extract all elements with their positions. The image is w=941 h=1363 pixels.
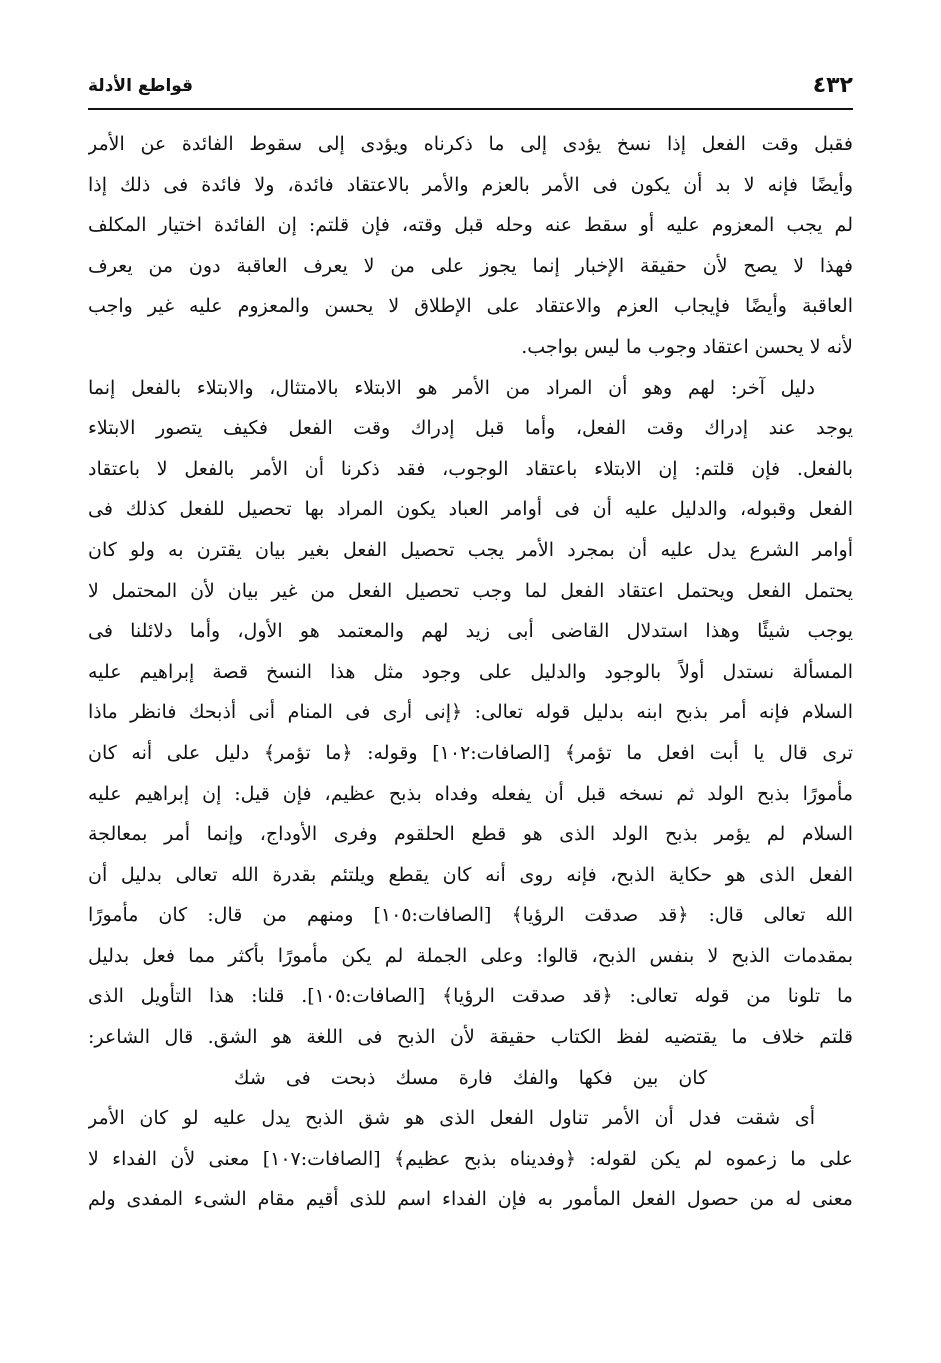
text-line: ما تلونا من قوله تعالى: ﴿قد صدقت الرؤيا﴾ [الصافات:١٠٥]. قلنا: هذا التأويل الذى xyxy=(88,985,853,1008)
text-line: ترى قال يا أبت افعل ما تؤمر﴾ [الصافات:١٠٢] وقوله: ﴿ما تؤمر﴾ دليل على أنه كان xyxy=(88,741,853,764)
poetry-verse: كان بين فكها والفك فارة مسك ذبحت فى شك xyxy=(233,1066,708,1089)
page-header xyxy=(88,64,853,100)
text-line: الفعل الذى هو حكاية الذبح، فإنه روى أنه كان يقطع ويلتئم بقدرة الله تعالى بدليل أن xyxy=(88,863,853,886)
text-line: السلام لم يؤمر بذبح الولد الذى هو قطع الحلقوم وفرى الأوداج، وإنما أمر بمعالجة xyxy=(88,823,853,846)
text-line: فقبل وقت الفعل إذا نسخ يؤدى إلى ما ذكرناه ويؤدى إلى سقوط الفائدة عن الأمر xyxy=(88,133,853,155)
text-line: فهذا لا يصح لأن حقيقة الإخبار إنما يجوز على من لا يعرف العاقبة دون من يعرف xyxy=(88,254,853,277)
text-line: لأنه لا يحسن اعتقاد وجوب ما ليس بواجب. xyxy=(521,335,853,358)
text-line: يوجد عند إدراك وقت الفعل، وأما قبل إدراك وقت الفعل فكيف يتصور الابتلاء xyxy=(88,417,853,440)
text-line: يوجب شيئًا وهذا استدلال القاضى أبى زيد لهم والمعتمد هو الأول، وأما دلائلنا فى xyxy=(88,620,853,643)
text-line: الله تعالى قال: ﴿قد صدقت الرؤيا﴾ [الصافات:١٠٥] ومنهم من قال: كان مأمورًا xyxy=(88,904,853,927)
text-line: لم يجب المعزوم عليه أو سقط عنه وحله قبل وقته، فإن قلتم: إن الفائدة اختيار المكلف xyxy=(88,214,853,237)
text-line: دليل آخر: لهم وهو أن المراد من الأمر هو الابتلاء بالامتثال، والابتلاء بالفعل إنما xyxy=(88,376,815,399)
text-line: قلتم خلاف ما يقتضيه لفظ الكتاب حقيقة لأن الذبح فى اللغة هو الشق. قال الشاعر: xyxy=(88,1026,853,1049)
page-number: ٤٣٢ xyxy=(812,73,853,98)
running-title: قواطع الأدلة xyxy=(88,76,194,96)
text-line: أوامر الشرع يدل عليه أن بمجرد الأمر يجب تحصيل الفعل بغير بيان يقترن به ولو كان xyxy=(88,538,853,561)
text-line: بمقدمات الذبح لا بنفس الذبح، قالوا: وعلى الجملة لم يكن مأمورًا بأكثر مما فعل بدليل xyxy=(88,944,853,967)
text-line: السلام فإنه أمر بذبح ابنه بدليل قوله تعالى: ﴿إنى أرى فى المنام أنى أذبحك فانظر ماذا xyxy=(88,701,853,724)
text-line: على ما زعموه لم يكن لقوله: ﴿وفديناه بذبح عظيم﴾ [الصافات:١٠٧] معنى لأن الفداء لا xyxy=(88,1147,853,1170)
text-line: العاقبة وأيضًا فإيجاب العزم والاعتقاد على الإطلاق لا يحسن والمعزوم عليه غير واجب xyxy=(88,295,853,318)
text-line: الفعل وقبوله، والدليل عليه أن فى أوامر العباد يكون المراد بها تحصيل للفعل كذلك فى xyxy=(88,498,853,521)
text-line: أى شقت فدل أن الأمر تناول الفعل الذى هو شق الذبح يدل عليه لو كان الأمر xyxy=(88,1107,815,1130)
text-line: وأيضًا فإنه لا بد أن يكون فى الأمر بالعزم والأمر بالاعتقاد فائدة، ولا فائدة فى ذلك إذا xyxy=(88,173,853,196)
text-line: المسألة نستدل أولاً بالوجود والدليل على وجود مثل هذا النسخ قصة إبراهيم عليه xyxy=(88,660,853,683)
text-line: مأمورًا بذبح الولد ثم نسخه قبل أن يفعله وفداه بذبح عظيم، فإن قيل: إن إبراهيم عليه xyxy=(88,782,853,805)
text-line: بالفعل. فإن قلتم: إن الابتلاء باعتقاد الوجوب، فقد ذكرنا أن الأمر بالفعل لا باعتقاد xyxy=(88,457,853,480)
body-text xyxy=(88,124,853,1220)
text-line: معنى له من حصول الفعل المأمور به فإن الفداء اسم للذى أقيم مقام الشىء المفدى ولم xyxy=(88,1188,853,1211)
text-line: يحتمل الفعل ويحتمل اعتقاد الفعل لما وجب تحصيل الفعل من غير بيان لأن المحتمل لا xyxy=(88,579,853,602)
header-rule xyxy=(88,108,853,110)
